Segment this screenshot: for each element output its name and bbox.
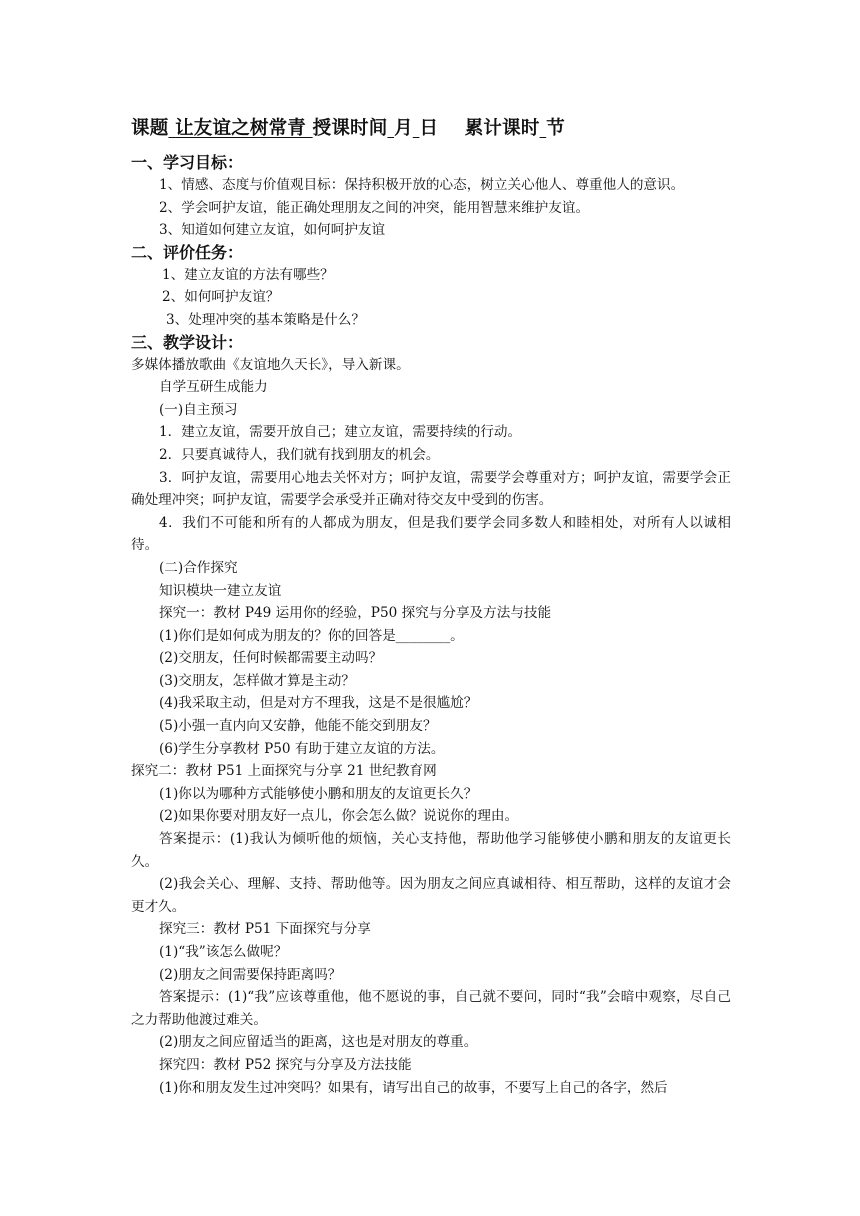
goal-item: 3、知道如何建立友谊，如何呵护友谊 (159, 222, 386, 239)
preview-heading: (一)自主预习 (159, 401, 238, 418)
explore-1-question: (1)你们是如何成为朋友的？你的回答是________。 (159, 627, 464, 644)
preview-item: 4．我们不可能和所有的人都成为朋友，但是我们要学会同多数人和睦相处，对所有人以诚相待。 (131, 514, 731, 554)
section-heading-design: 三、教学设计： (131, 332, 244, 352)
total-hours-label: 累计课时 (464, 118, 540, 139)
month-label: 月 (394, 118, 413, 139)
preview-item: 3．呵护友谊，需要用心地去关怀对方；呵护友谊，需要学会尊重对方；呵护友谊，需要学会正确处理冲突；呵护友谊，需要学会承受并正确对待交友中受到的伤害。 (131, 469, 731, 509)
explore-2-answer: (2)我会关心、理解、支持、帮助他等。因为朋友之间应真诚相待、相互帮助，这样的友谊才会更才久。 (131, 876, 731, 915)
explore-3-title: 探究三：教材 P51 下面探究与分享 (159, 921, 371, 938)
explore-3-answer: (2)朋友之间应留适当的距离，这也是对朋友的尊重。 (159, 1034, 478, 1051)
section-heading-goals: 一、学习目标： (131, 153, 244, 172)
goal-item: 2、学会呵护友谊，能正确处理朋友之间的冲突，能用智慧来维护友谊。 (159, 199, 590, 216)
document-body (131, 152, 731, 1099)
task-item: 2、如何呵护友谊？ (162, 289, 280, 306)
explore-2-title: 探究二：教材 P51 上面探究与分享 21 世纪教育网 (131, 763, 437, 780)
cooperation-heading: (二)合作探究 (159, 559, 238, 576)
goal-item: 1、情感、态度与价值观目标：保持积极开放的心态，树立关心他人、尊重他人的意识。 (159, 177, 685, 193)
explore-3-question: (2)朋友之间需要保持距离吗？ (159, 966, 342, 983)
explore-1-question: (6)学生分享教材 P50 有助于建立友谊的方法。 (159, 740, 445, 757)
explore-2-answer: 答案提示：(1)我认为倾听他的烦恼，关心支持他，帮助他学习能够使小鹏和朋友的友谊更长久。 (131, 831, 731, 870)
explore-4-question: (1)你和朋友发生过冲突吗？如果有，请写出自己的故事，不要写上自己的各字，然后 (159, 1079, 668, 1096)
explore-1-title: 探究一：教材 P49 运用你的经验，P50 探究与分享及方法与技能 (159, 605, 552, 622)
task-item: 1、建立友谊的方法有哪些？ (162, 266, 334, 283)
module-heading: 知识模块一建立友谊 (159, 582, 282, 599)
lesson-time-label: 授课时间 (312, 118, 388, 139)
explore-2-question: (1)你以为哪种方式能够使小鹏和朋友的友谊更长久？ (159, 785, 478, 802)
course-label: 课题 (131, 118, 169, 139)
course-name: 让友谊之树常青 (175, 118, 306, 139)
explore-1-question: (5)小强一直内向又安静，他能不能交到朋友？ (159, 718, 437, 735)
explore-1-question: (2)交朋友，任何时候都需要主动吗？ (159, 650, 383, 667)
course-underline-tail (306, 118, 313, 139)
unit-label: 节 (546, 118, 565, 139)
lesson-title-line (131, 114, 731, 140)
day-label: 日 (419, 118, 439, 139)
section-heading-tasks: 二、评价任务： (131, 242, 244, 262)
explore-1-question: (3)交朋友，怎样做才算是主动？ (159, 672, 355, 689)
design-intro: 多媒体播放歌曲《友谊地久天长》，导入新课。 (131, 356, 410, 373)
preview-item: 2．只要真诚待人，我们就有找到朋友的机会。 (159, 446, 440, 463)
explore-1-question: (4)我采取主动，但是对方不理我，这是不是很尴尬？ (159, 695, 478, 712)
preview-item: 1．建立友谊，需要开放自己；建立友谊，需要持续的行动。 (159, 424, 522, 441)
task-item: 3、处理冲突的基本策略是什么？ (166, 311, 365, 328)
explore-3-question: (1)“我”该怎么做呢？ (159, 944, 288, 960)
ability-heading: 自学互研生成能力 (159, 379, 268, 396)
explore-2-question: (2)如果你要对朋友好一点儿，你会怎么做？说说你的理由。 (159, 808, 519, 825)
explore-3-answer: 答案提示：(1)“我”应该尊重他，他不愿说的事，自己就不要问，同时“我”会暗中观察，尽自己之力帮助他渡过难关。 (131, 989, 731, 1028)
explore-4-title: 探究四：教材 P52 探究与分享及方法技能 (159, 1056, 412, 1073)
